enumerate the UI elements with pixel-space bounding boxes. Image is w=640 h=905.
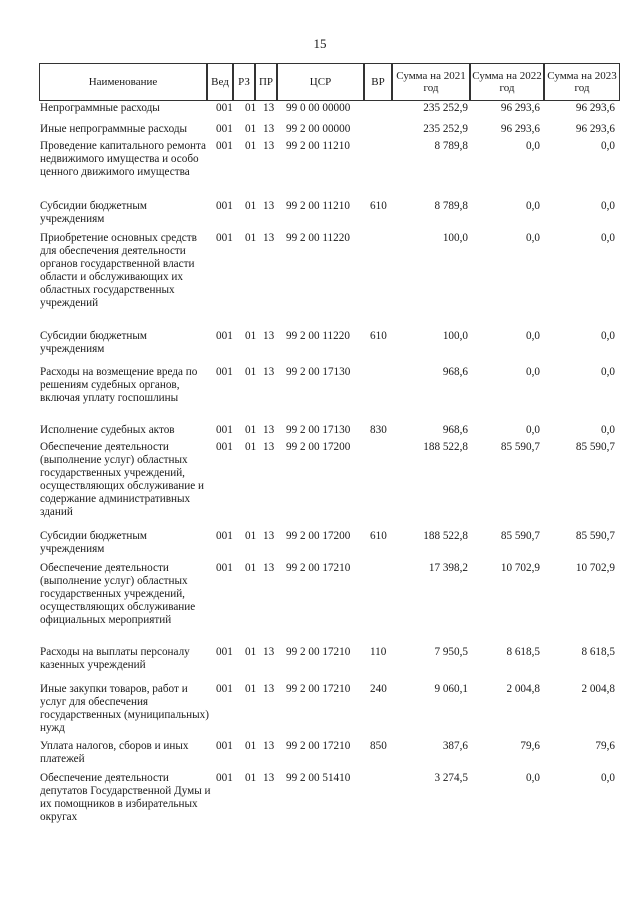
cell-rz: 01 bbox=[245, 683, 257, 695]
header-vr: ВР bbox=[364, 63, 392, 101]
cell-s23: 85 590,7 bbox=[575, 441, 615, 453]
cell-pr: 13 bbox=[263, 232, 275, 244]
cell-s22: 0,0 bbox=[526, 140, 540, 152]
cell-s23: 0,0 bbox=[601, 772, 615, 784]
cell-s23: 2 004,8 bbox=[581, 683, 615, 695]
cell-ved: 001 bbox=[216, 102, 233, 114]
cell-s22: 0,0 bbox=[526, 330, 540, 342]
cell-rz: 01 bbox=[245, 232, 257, 244]
cell-s21: 188 522,8 bbox=[423, 530, 468, 542]
cell-vr: 850 bbox=[370, 740, 387, 752]
cell-ved: 001 bbox=[216, 123, 233, 135]
cell-csr: 99 2 00 51410 bbox=[286, 772, 351, 784]
cell-ved: 001 bbox=[216, 424, 233, 436]
cell-ved: 001 bbox=[216, 366, 233, 378]
cell-csr: 99 2 00 17200 bbox=[286, 530, 351, 542]
cell-s23: 0,0 bbox=[601, 330, 615, 342]
cell-s23: 0,0 bbox=[601, 366, 615, 378]
cell-rz: 01 bbox=[245, 102, 257, 114]
cell-s21: 235 252,9 bbox=[423, 123, 468, 135]
cell-ved: 001 bbox=[216, 330, 233, 342]
cell-csr: 99 2 00 00000 bbox=[286, 123, 351, 135]
cell-ved: 001 bbox=[216, 232, 233, 244]
cell-name: Субсидии бюджетным учреждениям bbox=[40, 200, 147, 225]
cell-csr: 99 2 00 11220 bbox=[286, 232, 350, 244]
cell-s21: 100,0 bbox=[442, 232, 468, 244]
cell-s23: 96 293,6 bbox=[575, 102, 615, 114]
cell-pr: 13 bbox=[263, 424, 275, 436]
cell-s23: 0,0 bbox=[601, 200, 615, 212]
cell-s21: 100,0 bbox=[442, 330, 468, 342]
cell-pr: 13 bbox=[263, 646, 275, 658]
cell-s22: 0,0 bbox=[526, 200, 540, 212]
cell-s22: 0,0 bbox=[526, 232, 540, 244]
cell-name: Субсидии бюджетным учреждениям bbox=[40, 330, 147, 355]
cell-rz: 01 bbox=[245, 646, 257, 658]
cell-s21: 3 274,5 bbox=[434, 772, 468, 784]
cell-s21: 17 398,2 bbox=[428, 562, 468, 574]
cell-s22: 85 590,7 bbox=[500, 441, 540, 453]
cell-ved: 001 bbox=[216, 530, 233, 542]
cell-name: Обеспечение деятельности (выполнение услуг) областных государственных учреждений, осуществляющих обслуживание и содержание административных зданий bbox=[40, 441, 205, 518]
cell-s22: 0,0 bbox=[526, 772, 540, 784]
cell-vr: 610 bbox=[370, 330, 387, 342]
cell-pr: 13 bbox=[263, 530, 275, 542]
cell-csr: 99 2 00 17210 bbox=[286, 740, 351, 752]
cell-vr: 110 bbox=[370, 646, 387, 658]
cell-name: Исполнение судебных актов bbox=[40, 424, 175, 436]
cell-csr: 99 2 00 17210 bbox=[286, 683, 351, 695]
cell-vr: 610 bbox=[370, 530, 387, 542]
cell-name: Иные непрограммные расходы bbox=[40, 123, 188, 135]
cell-s22: 79,6 bbox=[520, 740, 540, 752]
cell-s21: 8 789,8 bbox=[434, 200, 468, 212]
cell-csr: 99 2 00 17130 bbox=[286, 366, 351, 378]
cell-pr: 13 bbox=[263, 102, 275, 114]
cell-s23: 79,6 bbox=[595, 740, 615, 752]
header-sum-2022: Сумма на 2022 год bbox=[470, 63, 544, 101]
cell-s21: 8 789,8 bbox=[434, 140, 468, 152]
cell-s23: 0,0 bbox=[601, 140, 615, 152]
cell-vr: 240 bbox=[370, 683, 387, 695]
cell-pr: 13 bbox=[263, 441, 275, 453]
cell-pr: 13 bbox=[263, 772, 275, 784]
cell-rz: 01 bbox=[245, 441, 257, 453]
cell-ved: 001 bbox=[216, 740, 233, 752]
cell-s21: 968,6 bbox=[442, 424, 468, 436]
cell-csr: 99 0 00 00000 bbox=[286, 102, 351, 114]
cell-rz: 01 bbox=[245, 740, 257, 752]
header-sum-2023: Сумма на 2023 год bbox=[544, 63, 620, 101]
cell-pr: 13 bbox=[263, 740, 275, 752]
header-csr: ЦСР bbox=[277, 63, 364, 101]
header-name: Наименование bbox=[39, 63, 207, 101]
cell-name: Иные закупки товаров, работ и услуг для обеспечения государственных (муниципальных) нужд bbox=[40, 683, 209, 734]
cell-s23: 96 293,6 bbox=[575, 123, 615, 135]
cell-pr: 13 bbox=[263, 123, 275, 135]
cell-csr: 99 2 00 11220 bbox=[286, 330, 350, 342]
cell-s23: 85 590,7 bbox=[575, 530, 615, 542]
cell-pr: 13 bbox=[263, 200, 275, 212]
cell-rz: 01 bbox=[245, 366, 257, 378]
cell-ved: 001 bbox=[216, 562, 233, 574]
cell-s21: 188 522,8 bbox=[423, 441, 468, 453]
cell-s23: 10 702,9 bbox=[575, 562, 615, 574]
cell-s23: 0,0 bbox=[601, 232, 615, 244]
cell-ved: 001 bbox=[216, 441, 233, 453]
cell-pr: 13 bbox=[263, 366, 275, 378]
cell-csr: 99 2 00 17210 bbox=[286, 562, 351, 574]
cell-name: Проведение капитального ремонта недвижимого имущества и особо ценного движимого имущества bbox=[40, 140, 207, 178]
cell-s22: 96 293,6 bbox=[500, 102, 540, 114]
header-rz: РЗ bbox=[233, 63, 255, 101]
cell-csr: 99 2 00 17130 bbox=[286, 424, 351, 436]
cell-rz: 01 bbox=[245, 330, 257, 342]
cell-rz: 01 bbox=[245, 562, 257, 574]
cell-ved: 001 bbox=[216, 646, 233, 658]
cell-csr: 99 2 00 11210 bbox=[286, 140, 350, 152]
cell-s21: 7 950,5 bbox=[434, 646, 468, 658]
cell-s21: 9 060,1 bbox=[434, 683, 468, 695]
cell-s21: 235 252,9 bbox=[423, 102, 468, 114]
table-header bbox=[40, 63, 620, 101]
cell-pr: 13 bbox=[263, 562, 275, 574]
cell-name: Расходы на выплаты персоналу казенных учреждений bbox=[40, 646, 190, 671]
cell-vr: 610 bbox=[370, 200, 387, 212]
cell-csr: 99 2 00 17210 bbox=[286, 646, 351, 658]
cell-name: Приобретение основных средств для обеспечения деятельности органов государственной власти области и обслуживающих их областных государственных учреждений bbox=[40, 232, 197, 309]
cell-name: Обеспечение деятельности депутатов Государственной Думы и их помощников в избирательных округах bbox=[40, 772, 211, 823]
cell-s22: 2 004,8 bbox=[506, 683, 540, 695]
cell-name: Расходы на возмещение вреда по решениям судебных органов, включая уплату госпошлины bbox=[40, 366, 198, 404]
cell-name: Непрограммные расходы bbox=[40, 102, 160, 114]
cell-name: Обеспечение деятельности (выполнение услуг) областных государственных учреждений, осуществляющих обслуживание официальных мероприятий bbox=[40, 562, 196, 626]
cell-rz: 01 bbox=[245, 424, 257, 436]
cell-rz: 01 bbox=[245, 530, 257, 542]
cell-s22: 0,0 bbox=[526, 366, 540, 378]
cell-ved: 001 bbox=[216, 140, 233, 152]
cell-s22: 8 618,5 bbox=[506, 646, 540, 658]
header-pr: ПР bbox=[255, 63, 277, 101]
cell-s23: 8 618,5 bbox=[581, 646, 615, 658]
cell-vr: 830 bbox=[370, 424, 387, 436]
cell-pr: 13 bbox=[263, 140, 275, 152]
cell-pr: 13 bbox=[263, 683, 275, 695]
cell-name: Субсидии бюджетным учреждениям bbox=[40, 530, 147, 555]
cell-s23: 0,0 bbox=[601, 424, 615, 436]
cell-pr: 13 bbox=[263, 330, 275, 342]
cell-s22: 85 590,7 bbox=[500, 530, 540, 542]
cell-csr: 99 2 00 11210 bbox=[286, 200, 350, 212]
cell-ved: 001 bbox=[216, 200, 233, 212]
cell-name: Уплата налогов, сборов и иных платежей bbox=[40, 740, 189, 765]
cell-rz: 01 bbox=[245, 772, 257, 784]
cell-rz: 01 bbox=[245, 140, 257, 152]
header-sum-2021: Сумма на 2021 год bbox=[392, 63, 470, 101]
cell-ved: 001 bbox=[216, 772, 233, 784]
cell-s22: 96 293,6 bbox=[500, 123, 540, 135]
cell-s22: 10 702,9 bbox=[500, 562, 540, 574]
cell-s21: 387,6 bbox=[442, 740, 468, 752]
cell-csr: 99 2 00 17200 bbox=[286, 441, 351, 453]
cell-ved: 001 bbox=[216, 683, 233, 695]
cell-rz: 01 bbox=[245, 123, 257, 135]
page-number: 15 bbox=[313, 36, 327, 51]
header-ved: Вед bbox=[207, 63, 233, 101]
cell-s22: 0,0 bbox=[526, 424, 540, 436]
cell-s21: 968,6 bbox=[442, 366, 468, 378]
cell-rz: 01 bbox=[245, 200, 257, 212]
